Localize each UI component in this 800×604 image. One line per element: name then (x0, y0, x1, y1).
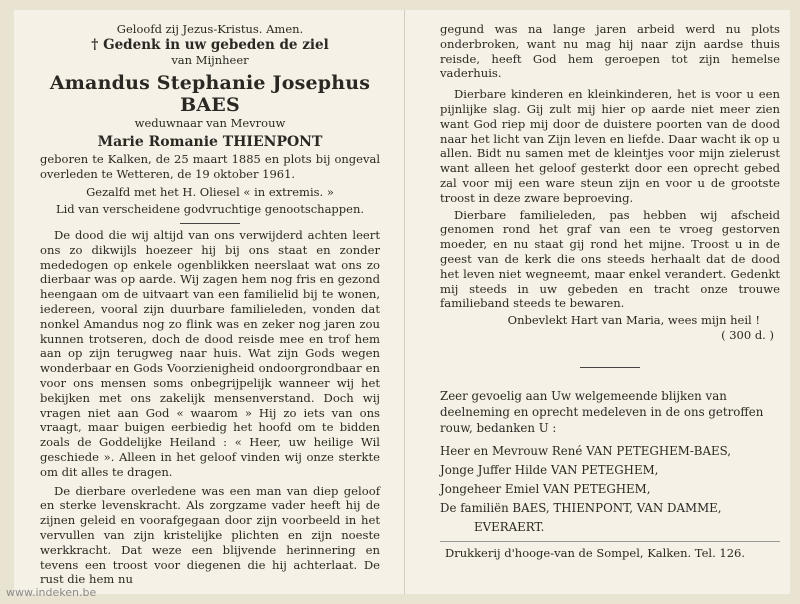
paragraph-2: De dierbare overledene was een man van diep geloof en sterke levenskracht. Als zorgzame vader heeft hij de zijnen geleid en voorafgegaan door zijn voorbeeld in het vervullen van zijn kristelijke plichten en zijn noeste werkkracht. Dat weze een blijvende herinnering en tevens een troost voor diegenen die hij achterlaat. De rust die hem nu (40, 483, 380, 587)
widower-line: weduwnaar van Mevrouw (134, 116, 286, 130)
cross-icon: † (91, 37, 99, 53)
paragraph-4: Dierbare kinderen en kleinkinderen, het is voor u een pijnlijke slag. Gij zult mij hier op aarde niet meer zien want God riep mij door de duistere poorten van de dood naar het licht van Zijn leven en liefde. Daar wacht ik op u allen. Bidt nu samen met de kleintjes voor mijn zielerust want alleen het geloof gesterkt door een oprecht gebed zal voor mij een ware steun zijn en voor u de grootste troost in deze zware beproeving. (440, 87, 780, 205)
printer-rule (440, 541, 780, 542)
anointed-line: Gezalfd met het H. Oliesel « in extremis. » (86, 185, 334, 199)
paragraph-5: Dierbare familieleden, pas hebben wij afscheid genomen rond het graf van een te vroeg gestorven moeder, en nu staat gij rond het mijne. Troost u in de geest van de kerk die ons steeds herhaalt dat de dood het leven niet wegneemt, maar enkel verandert. Gedenkt mij steeds in uw gebeden en tracht onze trouwe familieband steeds te bewaren. (440, 207, 780, 311)
birth-death: geboren te Kalken, de 25 maart 1885 en plots bij ongeval overleden te Wetteren, de 19 oktober 1961. (40, 152, 380, 181)
card-fold (404, 10, 405, 594)
family-member: Jongeheer Emiel VAN PETEGHEM, (440, 482, 651, 497)
printer-line: Drukkerij d'hooge-van de Sompel, Kalken. Tel. 126. (445, 546, 745, 560)
wife-name: Marie Romanie THIENPONT (97, 134, 323, 150)
remember-line (40, 37, 380, 53)
right-page (440, 22, 780, 537)
divider (580, 367, 640, 368)
paragraph-1: De dood die wij altijd van ons verwijderd achten leert ons zo dikwijls hoezeer hij bij ons staat en zonder mededogen op enkele ogenblikken neerslaat wat ons zo dierbaar was op aarde. Wij zagen hem nog fris en gezond heengaan om de uitvaart van een familielid bij te wonen, iedereen, vooral zijn duurbare familieleden, vonden dat nonkel Amandus nog zo flink was en zeker nog jaren zou kunnen trotseren, doch de dood reisde mee en trof hem aan op zijn terugweg naar huis. Wat zijn Gods wegen wonderbaar en Gods Voorzienigheid ondoorgrondbaar en voor ons mensen soms onbegrijpelijk wanneer wij het bekijken met ons zakelijk mensenverstand. Doch wij vragen niet aan God « waarom » Hij zo iets van ons vraagt, maar buigen eerbiedig het hoofd om te bidden zoals de Goddelijke Heiland : « Heer, uw heilige Wil geschiede ». Alleen in het geloof vinden wij onze sterkte om dit alles te dragen. (40, 228, 380, 479)
indulgence: ( 300 d. ) (721, 328, 774, 343)
family-member: Heer en Mevrouw René VAN PETEGHEM-BAES, (440, 444, 732, 459)
member-line: Lid van verscheidene godvruchtige genootschappen. (55, 202, 365, 216)
family-list (440, 442, 780, 537)
divider (180, 223, 240, 224)
greeting: Geloofd zij Jezus-Kristus. Amen. (116, 22, 304, 36)
paragraph-3: gegund was na lange jaren arbeid werd nu plots onderbroken, want nu mag hij naar zijn aardse thuis reisde, heeft God hem geroepen tot zijn hemelse vaderhuis. (440, 22, 780, 81)
family-member: Jonge Juffer Hilde VAN PETEGHEM, (440, 463, 659, 478)
deceased-name: Amandus Stephanie Josephus BAES (49, 72, 371, 116)
watermark: www.indeken.be (6, 586, 97, 599)
family-member: EVERAERT. (474, 520, 545, 535)
thanks: Zeer gevoelig aan Uw welgemeende blijken van deelneming en oprecht medeleven in de ons getroffen rouw, bedanken U : (440, 389, 764, 436)
family-member: De familiën BAES, THIENPONT, VAN DAMME, (440, 501, 722, 516)
remember-text: Gedenk in uw gebeden de ziel (103, 37, 329, 53)
left-page (40, 22, 380, 587)
invocation: Onbevlekt Hart van Maria, wees mijn heil ! (507, 313, 760, 328)
of-mr: van Mijnheer (171, 53, 249, 67)
